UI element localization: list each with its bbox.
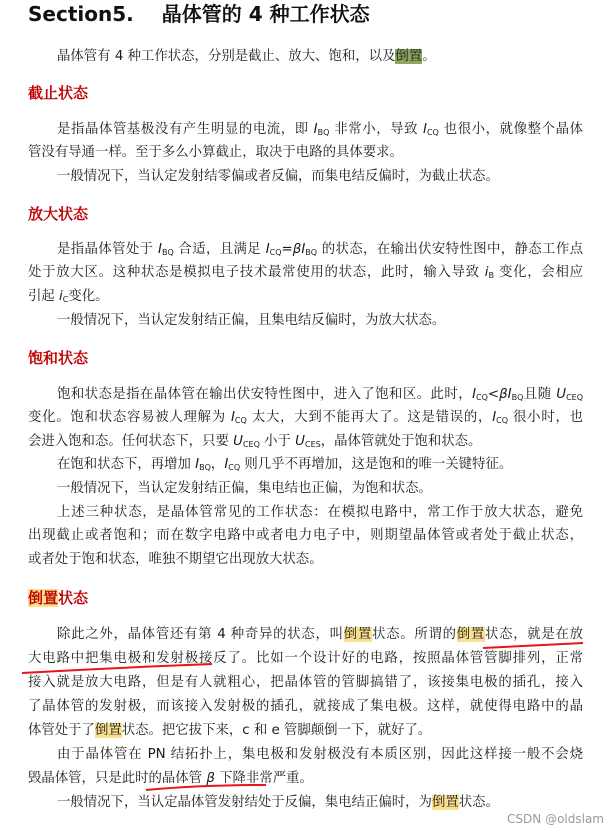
- text-run: 状态。把它拔下来，c 和 e 管脚颠倒一下，就好了。: [121, 723, 432, 738]
- text-run: 除此之外，晶体管还有第 4 种奇异的状态，叫: [57, 627, 344, 642]
- section-number: Section5.: [28, 2, 134, 26]
- text-run: 了晶体管的发射极，而该接入发射极的插孔，就接成了集电极。这样，就使得电路中的晶: [28, 699, 583, 714]
- text-run: 变化，会相应: [494, 265, 583, 280]
- text-run: 一般情况下，当认定发射结零偏或者反偏，而集电结反偏时，为截止状态。: [57, 169, 499, 184]
- subscript: BQ: [199, 463, 211, 472]
- subscript: BQ: [162, 248, 174, 257]
- text-run: 也很小，就像整个晶体: [438, 122, 583, 137]
- text-run: 则几乎不再增加，这是饱和的唯一关键特征。: [240, 457, 513, 472]
- text-run: 状态。所谓的: [371, 627, 457, 642]
- text-run: I: [472, 387, 477, 402]
- section-heading: [28, 587, 88, 608]
- subscript: C: [62, 295, 69, 304]
- text-run: 是指晶体管处于: [57, 242, 159, 257]
- text-run: U: [295, 434, 305, 449]
- text-line: [28, 722, 431, 740]
- text-run: 非常小，导致: [329, 122, 424, 137]
- text-run: I: [507, 387, 512, 402]
- text-line: [57, 504, 583, 522]
- text-line: [57, 480, 432, 498]
- highlighted-term: 倒置: [343, 627, 372, 642]
- text-run: 管没有导通一样。至于多么小算截止，取决于电路的具体要求。: [28, 145, 403, 160]
- text-run: U: [233, 434, 243, 449]
- subscript: CEQ: [566, 393, 583, 402]
- subscript: CQ: [426, 128, 439, 137]
- subscript: CQ: [496, 416, 509, 425]
- subscript: BQ: [511, 393, 524, 402]
- text-line: [57, 746, 583, 764]
- text-run: 体管处于了: [28, 723, 95, 738]
- subscript: CES: [304, 440, 321, 449]
- text-line: [57, 386, 583, 404]
- text-run: 由于晶体管在 PN 结拓扑上，集电极和发射极没有本质区别，因此这样接一般不会烧: [57, 747, 583, 762]
- text-line: [57, 456, 512, 477]
- text-run: 引起: [28, 289, 60, 304]
- text-run: 的状态，在输出伏安特性图中，静态工作点: [317, 242, 583, 257]
- text-run: 状态，就是在放: [484, 627, 583, 642]
- text-line: [28, 264, 583, 282]
- text-run: 且随: [523, 387, 557, 402]
- highlighted-term: 倒置: [28, 589, 59, 607]
- text-line: [28, 433, 481, 454]
- text-line: [28, 527, 583, 545]
- highlighted-term: 倒置: [431, 795, 459, 810]
- text-line: [28, 650, 583, 668]
- text-run: 很小时，也: [508, 410, 583, 425]
- heading-text: 截止状态: [28, 84, 89, 102]
- text-run: 大电路中把集电极和发射极接反了。比如一个设计好的电路，按照晶体管管脚排列，正常: [28, 651, 583, 666]
- text-line: [57, 168, 499, 186]
- text-run: <β: [487, 387, 508, 402]
- text-run: i: [484, 265, 489, 280]
- highlighted-term: 倒置: [395, 49, 423, 64]
- text-run: I: [195, 457, 200, 472]
- text-run: 上述三种状态，是晶体管常见的工作状态：在模拟电路中，常工作于放大状态，避免: [57, 505, 583, 520]
- text-run: 一般情况下，当认定晶体管发射结处于反偏，集电结正偏时，为: [57, 795, 432, 810]
- text-run: U: [556, 387, 567, 402]
- text-run: 一般情况下，当认定发射结正偏，且集电结反偏时，为放大状态。: [57, 313, 446, 328]
- text-run: 变化。饱和状态容易被人理解为: [28, 410, 231, 425]
- text-run: 饱和状态是指在晶体管在输出伏安特性图中，进入了饱和区。此时，: [57, 387, 473, 402]
- text-run: 。: [422, 49, 436, 64]
- text-line: [57, 121, 583, 139]
- text-line: [57, 794, 499, 812]
- text-run: 是指晶体管基极没有产生明显的电流，即: [57, 122, 314, 137]
- section-heading: [28, 203, 88, 224]
- text-run: I: [265, 242, 270, 257]
- highlighted-term: 倒置: [456, 627, 485, 642]
- text-run: I: [301, 242, 306, 257]
- text-run: I: [224, 457, 229, 472]
- text-line: [28, 770, 313, 788]
- text-run: I: [313, 122, 318, 137]
- section-heading: [28, 82, 88, 103]
- text-run: 会进入饱和态。任何状态下，只要: [28, 434, 234, 449]
- subscript: CQ: [228, 463, 241, 472]
- text-run: I: [230, 410, 235, 425]
- text-run: I: [423, 122, 427, 137]
- text-run: β: [206, 771, 215, 786]
- text-run: 变化。: [68, 289, 109, 304]
- text-run: I: [158, 242, 162, 257]
- text-run: 太大，大到不能再大了。这是错误的，: [246, 410, 493, 425]
- subscript: B: [488, 271, 495, 280]
- text-line: [28, 674, 583, 692]
- text-run: =β: [281, 242, 302, 257]
- text-line: [28, 144, 403, 162]
- text-run: 晶体管有 4 种工作状态，分别是截止、放大、饱和，以及: [57, 49, 396, 64]
- text-line: [28, 698, 583, 716]
- text-run: 处于放大区。这种状态是模拟电子技术最常使用的状态，此时，输入导致: [28, 265, 485, 280]
- subscript: CQ: [476, 393, 488, 402]
- text-line: [57, 241, 583, 259]
- heading-text: 饱和状态: [28, 349, 89, 367]
- section-title: 晶体管的 4 种工作状态: [161, 2, 370, 26]
- highlighted-term: 倒置: [94, 723, 122, 738]
- text-run: 状态。: [458, 795, 499, 810]
- text-line: [57, 626, 583, 644]
- subscript: BQ: [305, 248, 318, 257]
- text-line: [28, 409, 583, 427]
- text-run: 出现截止或者饱和；而在数字电路中或者电力电子中，则期望晶体管或者处于截止状态，: [28, 528, 583, 543]
- section-heading: [28, 347, 88, 368]
- text-run: i: [59, 289, 63, 304]
- subscript: BQ: [317, 128, 330, 137]
- text-line: [28, 551, 323, 569]
- subscript: CEQ: [242, 440, 260, 449]
- heading-text: 状态: [58, 589, 89, 607]
- text-run: ，: [210, 457, 225, 472]
- text-run: 小于: [259, 434, 296, 449]
- text-line: [28, 288, 109, 309]
- text-run: 合适，且满足: [173, 242, 266, 257]
- text-line: [57, 312, 445, 330]
- text-run: 毁晶体管，只是此时的晶体管: [28, 771, 207, 786]
- text-run: 一般情况下，当认定发射结正偏，集电结也正偏，为饱和状态。: [57, 481, 432, 496]
- watermark: CSDN @oldslam: [507, 812, 604, 826]
- text-run: 下降非常严重。: [214, 771, 313, 786]
- heading-text: 放大状态: [28, 205, 89, 223]
- text-run: 在饱和状态下，再增加: [57, 457, 196, 472]
- text-run: 接入就是放大电路，但是有人就粗心，把晶体管的管脚搞错了，该接集电极的插孔，接入: [28, 675, 583, 690]
- subscript: CQ: [269, 248, 282, 257]
- text-run: ，晶体管就处于饱和状态。: [320, 434, 482, 449]
- text-run: 或者处于饱和状态，唯独不期望它出现放大状态。: [28, 552, 323, 567]
- page-title: [28, 0, 370, 27]
- subscript: CQ: [234, 416, 247, 425]
- text-line: [57, 48, 436, 66]
- text-run: I: [492, 410, 497, 425]
